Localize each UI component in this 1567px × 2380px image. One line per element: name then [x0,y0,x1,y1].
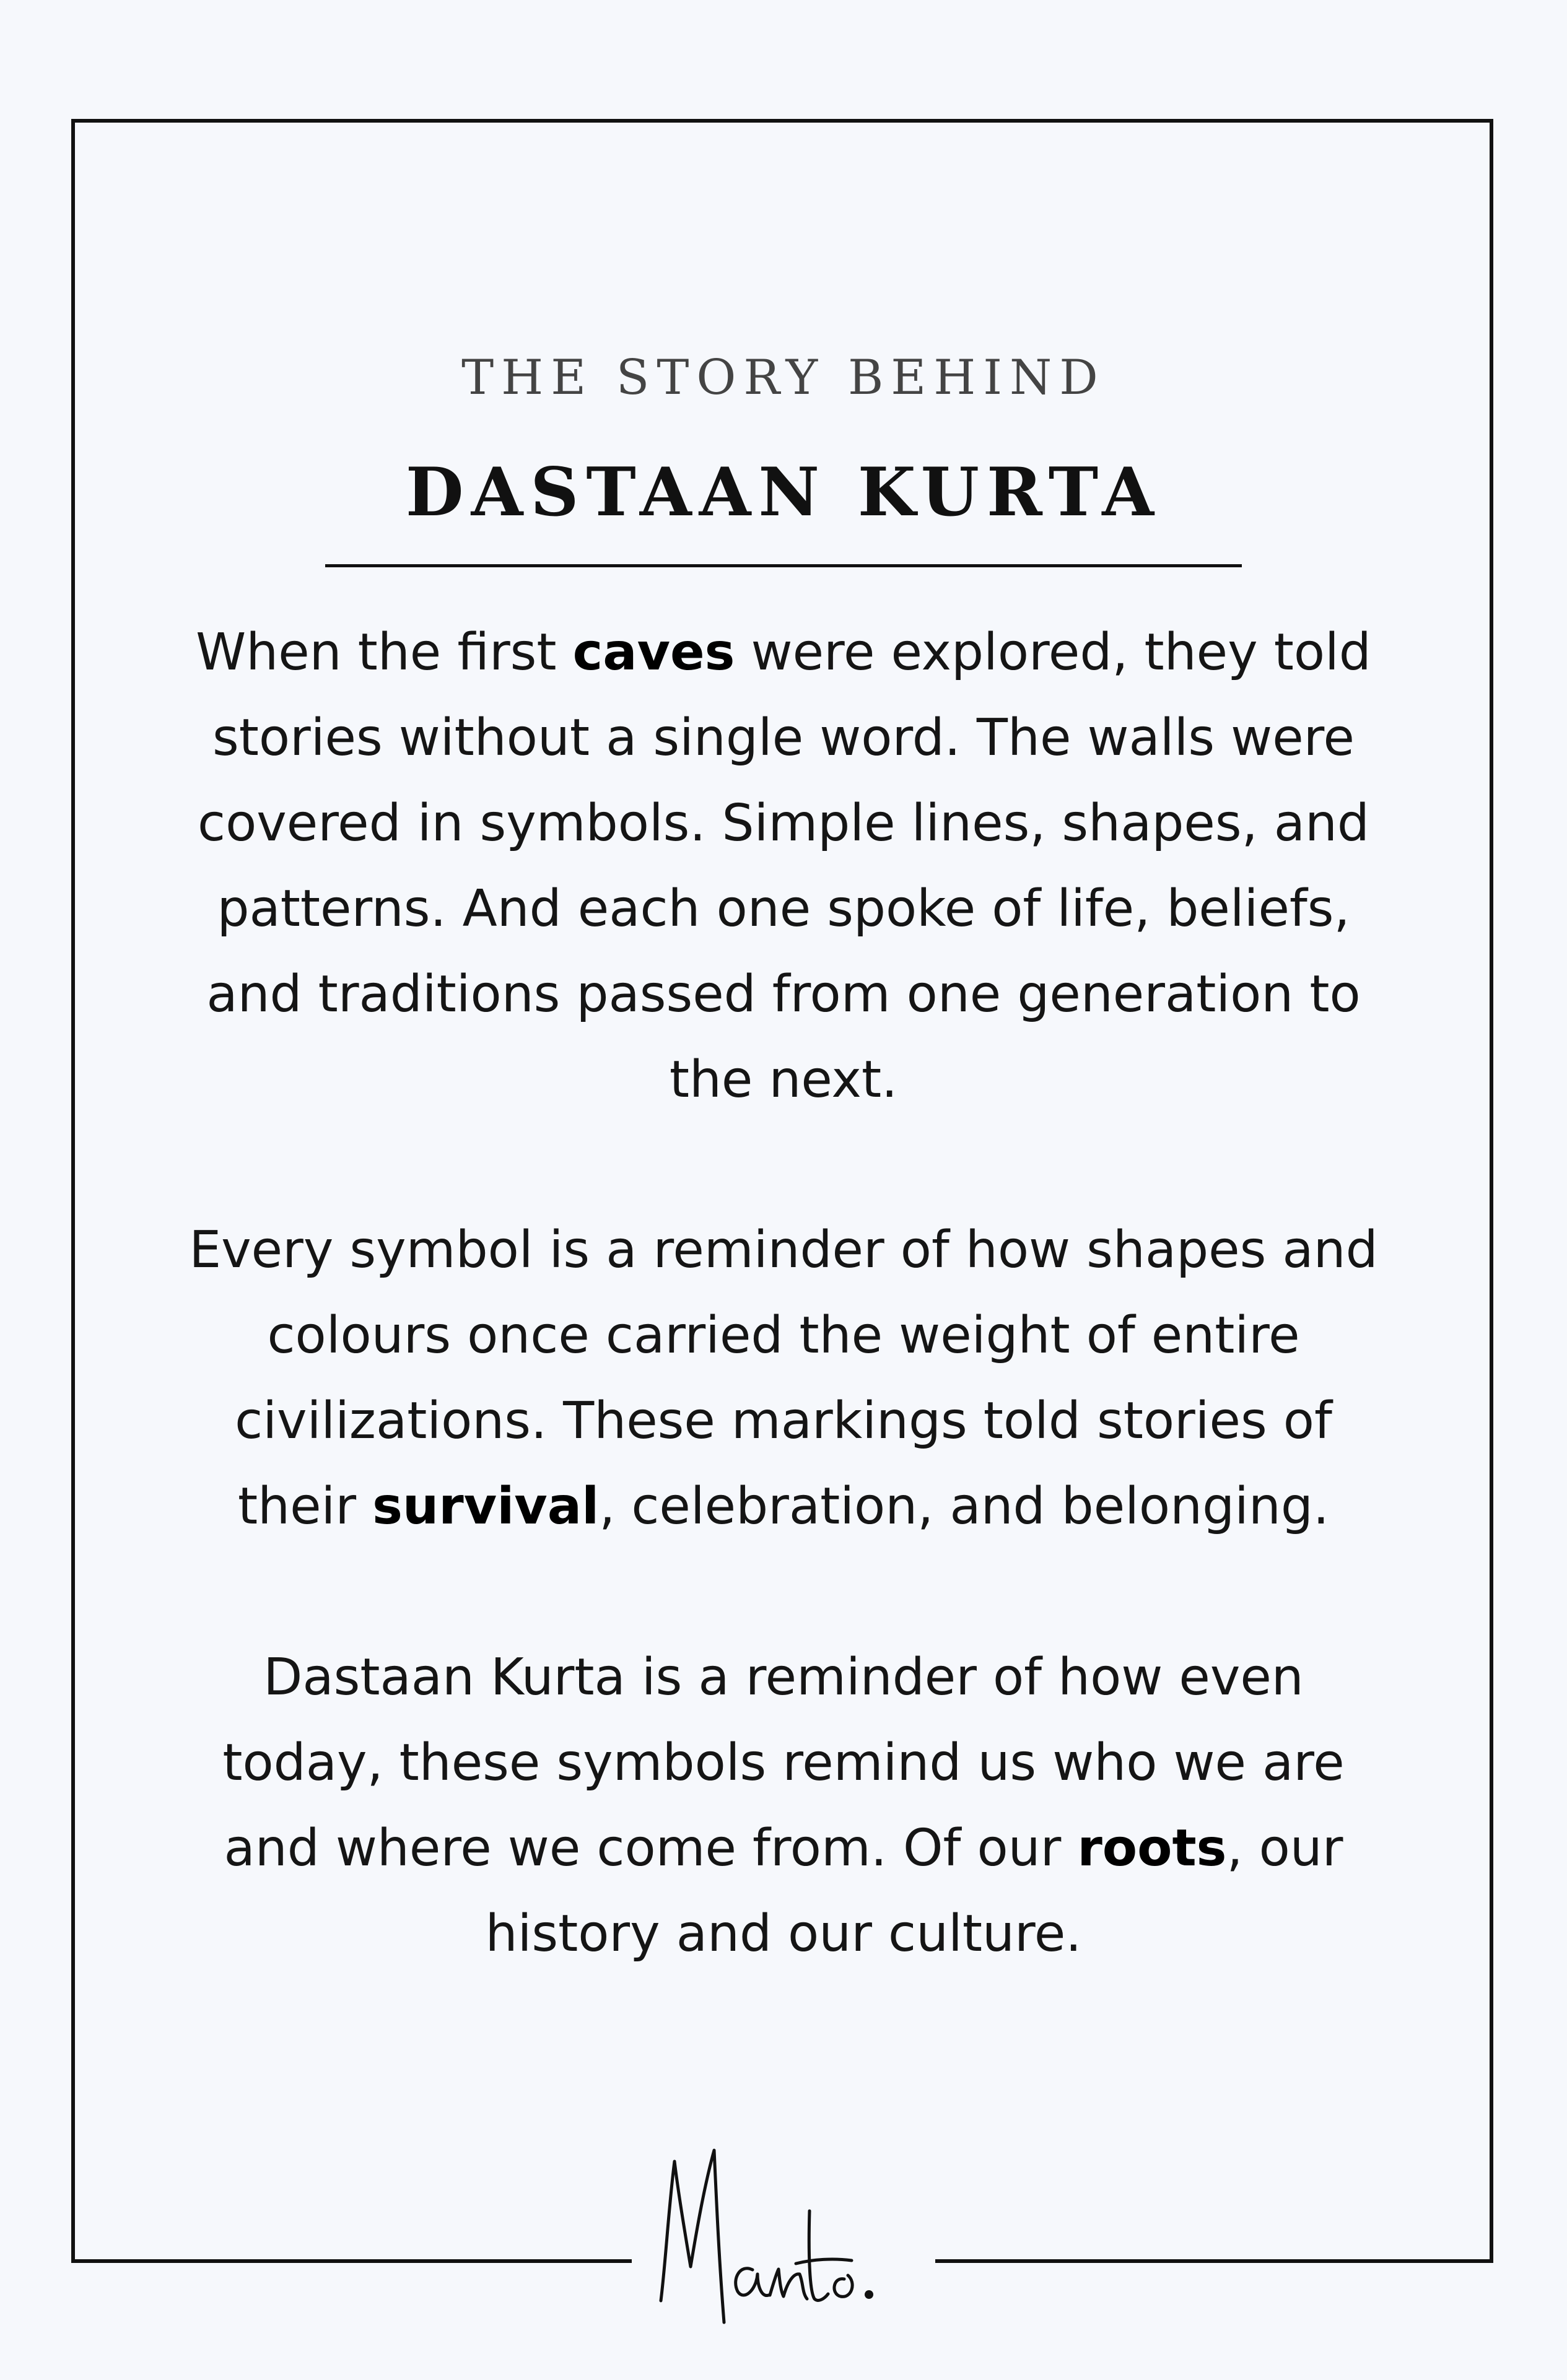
paragraph-line: stories without a single word. The walls were [212,708,1355,767]
paragraph-line: their survival, celebration, and belonging. [237,1477,1329,1536]
page-title: DASTAAN KURTA [405,453,1162,531]
story-paragraph-2 [0,1208,1567,1550]
title-underline [325,564,1242,567]
eyebrow-heading: THE STORY BEHIND [461,350,1106,406]
paragraph-line: covered in symbols. Simple lines, shapes, and [198,794,1369,853]
story-paragraph-1 [0,610,1567,1123]
paragraph-line: colours once carried the weight of entire [267,1306,1300,1365]
paragraph-line: When the first caves were explored, they told [196,623,1371,682]
paragraph-line: civilizations. These markings told stories of [235,1392,1332,1450]
paragraph-line: Dastaan Kurta is a reminder of how even [263,1648,1304,1707]
paragraph-line: patterns. And each one spoke of life, beliefs, [217,879,1350,938]
paragraph-line: history and our culture. [485,1904,1082,1963]
paragraph-line: Every symbol is a reminder of how shapes and [189,1221,1378,1279]
paragraph-line: the next. [669,1050,898,1109]
emphasis-survival: survival [372,1477,600,1536]
emphasis-roots: roots [1077,1819,1227,1878]
signature-period [865,2290,873,2299]
frame-bottom-rule-right [935,2259,1493,2263]
emphasis-caves: caves [572,623,735,682]
paragraph-line: and where we come from. Of our roots, our [224,1819,1343,1878]
paragraph-line: and traditions passed from one generation to [206,965,1361,1024]
story-paragraph-3 [0,1635,1567,1977]
paragraph-line: today, these symbols remind us who we are [222,1733,1345,1792]
manto-signature-logo [647,2137,920,2341]
frame-bottom-rule-left [71,2259,632,2263]
